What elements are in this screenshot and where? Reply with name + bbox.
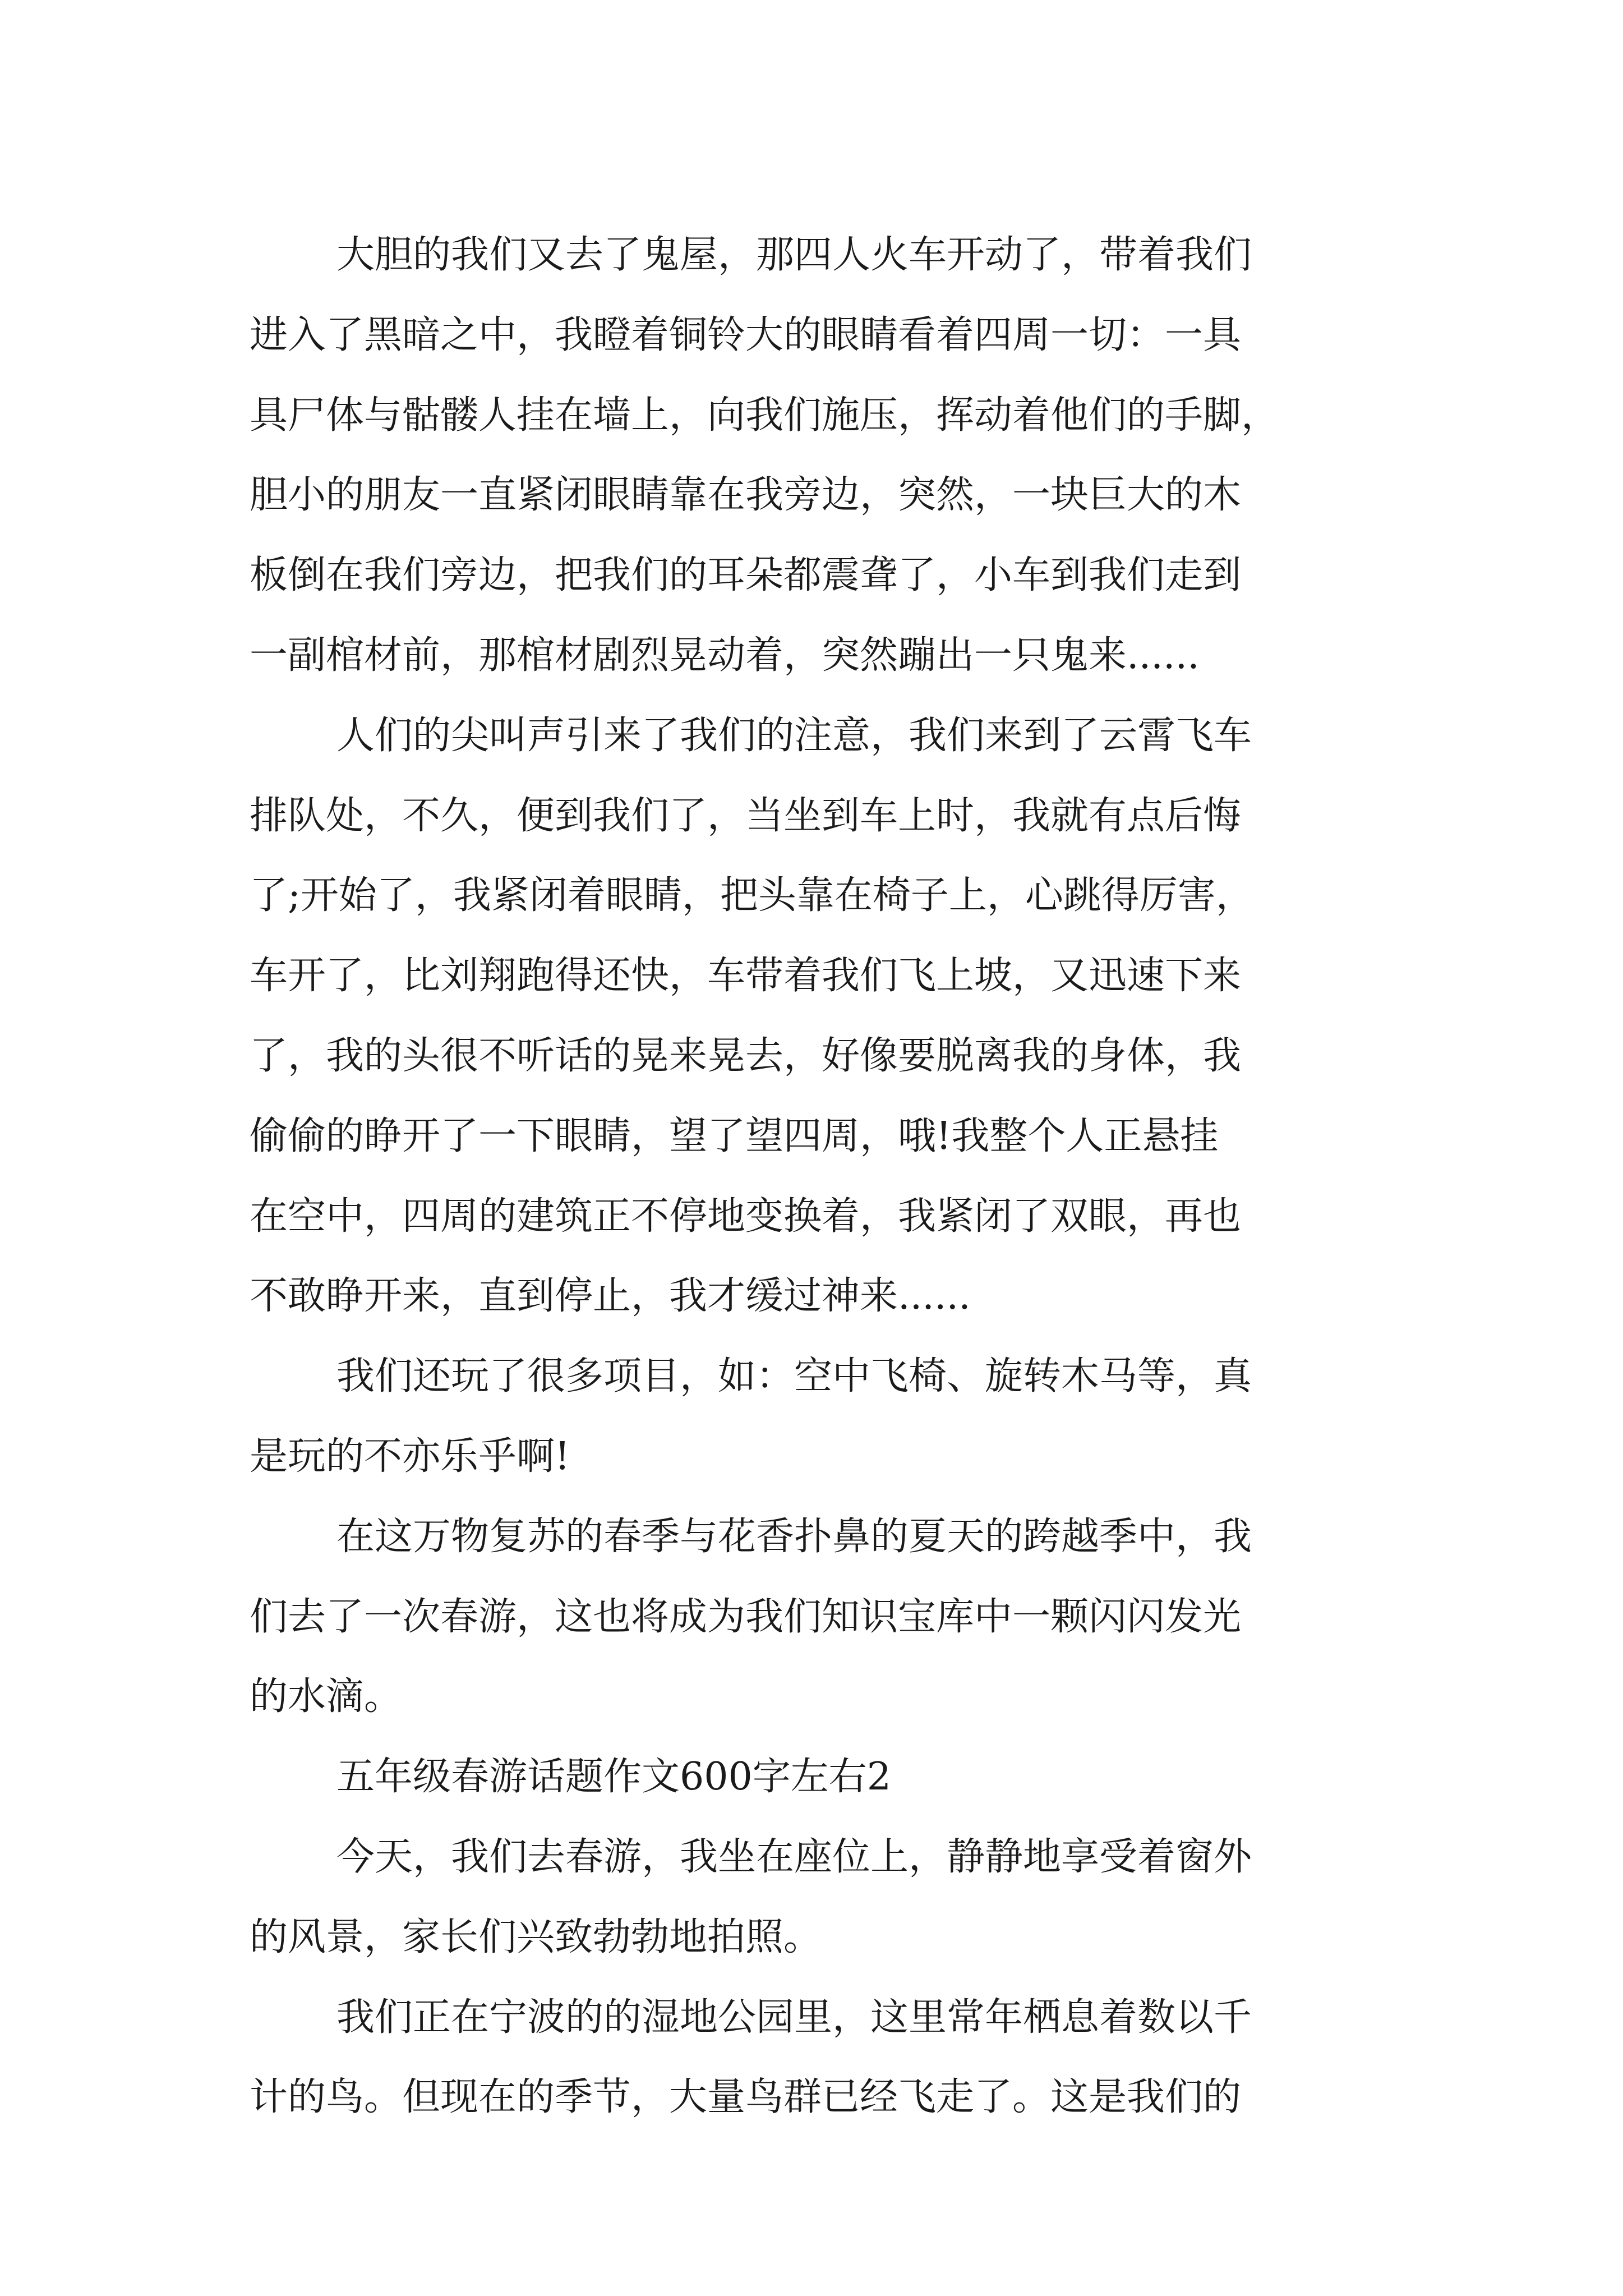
text-line: 的水滴。 [250, 1674, 403, 1719]
text-line: 大胆的我们又去了鬼屋，那四人火车开动了，带着我们 [336, 233, 1252, 277]
text-line: 人们的尖叫声引来了我们的注意，我们来到了云霄飞车 [336, 713, 1252, 758]
document-body [250, 215, 1399, 2138]
text-line: 们去了一次春游，这也将成为我们知识宝库中一颗闪闪发光 [250, 1594, 1242, 1639]
text-line: 胆小的朋友一直紧闭眼睛靠在我旁边，突然，一块巨大的木 [250, 473, 1242, 518]
text-line: 我们还玩了很多项目，如：空中飞椅、旋转木马等，真 [336, 1354, 1252, 1399]
text-line: 车开了，比刘翔跑得还快，车带着我们飞上坡，又迅速下来 [250, 954, 1242, 999]
text-line: 了;开始了，我紧闭着眼睛，把头靠在椅子上，心跳得厉害， [250, 873, 1254, 918]
text-line: 我们正在宁波的的湿地公园里，这里常年栖息着数以千 [336, 1995, 1252, 2040]
text-line: 具尸体与骷髅人挂在墙上，向我们施压，挥动着他们的手脚， [250, 393, 1280, 438]
section-heading: 五年级春游话题作文600字左右2 [336, 1755, 892, 1800]
text-line: 了，我的头很不听话的晃来晃去，好像要脱离我的身体，我 [250, 1033, 1242, 1078]
text-line: 一副棺材前，那棺材剧烈晃动着，突然蹦出一只鬼来...... [250, 633, 1200, 678]
text-line: 今天，我们去春游，我坐在座位上，静静地享受着窗外 [336, 1834, 1252, 1879]
text-line: 进入了黑暗之中，我瞪着铜铃大的眼睛看着四周一切：一具 [250, 312, 1242, 357]
text-line: 在空中，四周的建筑正不停地变换着，我紧闭了双眼，再也 [250, 1194, 1242, 1239]
text-line: 排队处，不久，便到我们了，当坐到车上时，我就有点后悔 [250, 793, 1242, 838]
text-line: 在这万物复苏的春季与花香扑鼻的夏天的跨越季中，我 [336, 1514, 1252, 1559]
text-line: 板倒在我们旁边，把我们的耳朵都震聋了，小车到我们走到 [250, 553, 1242, 598]
text-line: 不敢睁开来，直到停止，我才缓过神来...... [250, 1274, 971, 1319]
text-line: 计的鸟。但现在的季节，大量鸟群已经飞走了。这是我们的 [250, 2075, 1242, 2120]
text-line: 偷偷的睁开了一下眼睛，望了望四周，哦!我整个人正悬挂 [250, 1114, 1219, 1158]
text-line: 的风景，家长们兴致勃勃地拍照。 [250, 1915, 822, 1959]
text-line: 是玩的不亦乐乎啊! [250, 1434, 570, 1479]
